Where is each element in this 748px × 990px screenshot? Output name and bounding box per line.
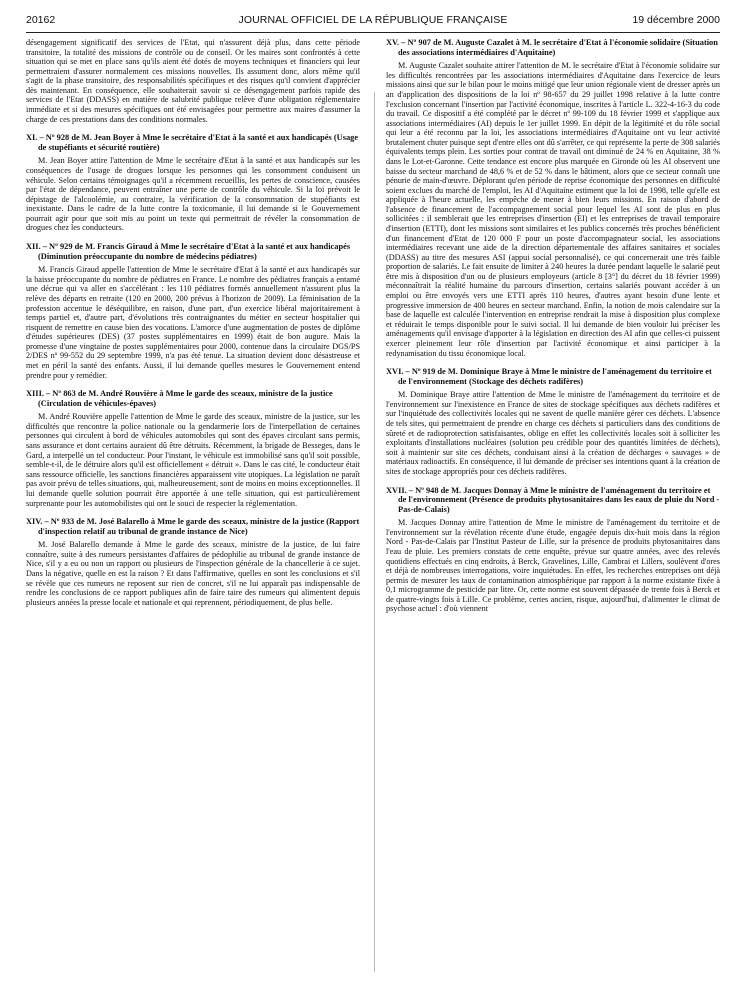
- question-body: M. José Balarello demande à Mme le garde des sceaux, ministre de la justice, de lui faire connaître, suite à des rumeurs persistantes d'affaires de pédophilie au tribunal de grande instance de Nice, s'il y a eu ou non un rapport ou plusieurs de l'inspection générale de la chancellerie à ce sujet. Dans la négative, quelle en est la raison ? Et dans l'affirmative, quelles en sont les conclusions et s'il se révèle que ces rumeurs ne reposent sur rien de concret, s'il ne lui apparaît pas indispensable de rendre les conclusions de ce rapport publiques afin de faire taire des rumeurs qui alimentent depuis plusieurs années la presse locale et nationale et qui reprennent, périodiquement, de plus belle.: [26, 540, 360, 607]
- question-heading: XVI. – Nº 919 de M. Dominique Braye à Mme le ministre de l'aménagement du territoire et de l'environnement (Stockage des déchets radifères): [386, 367, 712, 386]
- question-xv: [386, 38, 720, 358]
- question-xii: [26, 242, 360, 380]
- question-body: M. Dominique Braye attire l'attention de Mme le ministre de l'aménagement du territoire et de l'environnement sur l'inexistence en France de sites de stockage spécifiques aux déchets radifères et sur l'inquiétude des collectivités locales qui ne savent de quelle manière gérer ces déchets. L'absence de tels sites, qui permettraient de prendre en charge ces déchets si particuliers dans des conditions de sûreté et de radioprotection satisfaisantes, oblige en effet les collectivités locales soit à solliciter les exploitants d'installations nucléaires (solution peu crédible pour des quantités limitées de déchets), soit à maintenir sur site ces déchets, conduisant ainsi à la création de décharges « sauvages » de matériaux radioactifs. En conséquence, il lui demande de préciser ses intentions quant à la création de sites de stockage appropriés pour ces déchets radifères.: [386, 390, 720, 476]
- page-number: 20162: [26, 14, 56, 26]
- issue-date: 19 décembre 2000: [632, 14, 720, 26]
- question-body: M. Jacques Donnay attire l'attention de Mme le ministre de l'aménagement du territoire et de l'environnement sur la révélation récente d'une étude, engagée depuis dix-huit mois dans la région Nord - Pas-de-Calais par l'Institut Pasteur de Lille, sur la présence de produits phytosanitaires dans l'eau de pluie. Les premiers constats de cette enquête, prévue sur quatre années, avec des relevés quotidiens effectués en cinq endroits, à Berck, Gravelines, Lille, Cambrai et Lillers, soulèvent d'ores et déjà de nombreuses interrogations, voire inquiétudes. En effet, les recherches entreprises ont déjà permis de mesurer les taux de contamination atmosphérique par rapport à la norme existante fixée à 0,1 microgramme de pesticide par litre. Or, cette norme est souvent dépassée de trente fois à Berck et de quatre-vingts fois à Lille. Ce problème, certes ancien, risque, aujourd'hui, d'alimenter le climat de psychose actuel : d'où viennent: [386, 518, 720, 614]
- question-heading: XI. – Nº 928 de M. Jean Boyer à Mme le secrétaire d'Etat à la santé et aux handicapés (Usage de stupéfiants et sécurité routière): [26, 133, 359, 152]
- column-divider: [374, 92, 375, 972]
- question-body: M. Jean Boyer attire l'attention de Mme le secrétaire d'Etat à la santé et aux handicapés sur les conséquences de l'usage de drogues lorsque les personnes qui les consomment conduisent un véhicule. Selon certains témoignages qu'il a récemment recueillis, les pertes de conscience, causées par l'état de dépendance, peuvent entraîner une perte de contrôle du véhicule. Si la loi prévoit le dépistage de l'alcoolémie, au contraire, la vérification de la consommation de stupéfiants est inexistante. Dans le cadre de la lutte contre la toxicomanie, il lui demande si le Gouvernement pourrait agir pour que soit mis au point un texte qui permettrait de révéler la consommation de drogues chez les conducteurs.: [26, 156, 360, 233]
- question-xiii: [26, 389, 360, 508]
- question-xi: [26, 133, 360, 233]
- question-xvi: [386, 367, 720, 476]
- left-column: [26, 38, 360, 607]
- question-heading: XII. – Nº 929 de M. Francis Giraud à Mme le secrétaire d'Etat à la santé et aux handicapés (Diminution préoccupante du nombre de médecins pédiatres): [26, 242, 351, 261]
- question-body: M. André Rouvière appelle l'attention de Mme le garde des sceaux, ministre de la justice, sur les difficultés que rencontre la police nationale ou la gendarmerie lors de l'interpellation de certaines personnes qui circulent à bord de véhicules automobiles qui sont des épaves circulant sans permis, sans assurance et dont certains auraient dû être détruits. Récemment, la brigade de Besseges, dans le Gard, a interpellé un tel conducteur. Pour l'instant, le véhicule est immobilisé sans qu'il soit possible, semble-t-il, de le détruire alors qu'il est officiellement « détruit ». Dans le cas cité, le conducteur était sans ressource officielle, les sanctions financières apparaissent vite utopiques. La législation ne paraît pas avoir prévu de telles situations, qui, malheureusement, sont de moins en moins exceptionnelles. Il lui demande quelle solution pourrait être apportée à une telle situation, qui est particulièrement surprenante pour les automobilistes qui ont le souci de respecter la réglementation.: [26, 412, 360, 508]
- question-heading: XVII. – Nº 948 de M. Jacques Donnay à Mme le ministre de l'aménagement du territoire et de l'environnement (Présence de produits phytosanitaires dans les eaux de pluie du Nord - Pas-de-Calais): [386, 485, 720, 514]
- question-heading: XIII. – Nº 863 de M. André Rouvière à Mme le garde des sceaux, ministre de la justice (Circulation de véhicules-épaves): [26, 389, 333, 408]
- page-header: [26, 14, 720, 32]
- header-rule: [26, 32, 720, 33]
- question-heading: XV. – Nº 907 de M. Auguste Cazalet à M. le secrétaire d'Etat à l'économie solidaire (Situation des associations intermédiaires d'Aquitaine): [386, 38, 718, 57]
- right-column: [386, 38, 720, 614]
- question-body: M. Auguste Cazalet souhaite attirer l'attention de M. le secrétaire d'Etat à l'économie solidaire sur les difficultés rencontrées par les associations intermédiaires d'Aquitaine dans l'exercice de leurs missions ainsi que sur le bilan pour le moins mitigé que leur union régionale vient de dresser après un an d'application des dispositions de la loi nº 98-657 du 29 juillet 1998 relative à la lutte contre l'exclusion concernant l'insertion par l'activité économique, inscrites à l'article L. 322-4-16-3 du code du travail. Ce dispositif a été complété par le décret nº 99-109 du 18 février 1999 et s'applique aux associations intermédiaires (AI) depuis le 1er juillet 1999. En dépit de la légitimité et du rôle social qui leur a été reconnu par la loi, les associations intermédiaires d'Aquitaine ont vu leur activité brutalement chuter puisque sept d'entre elles ont dû s'arrêter, ce qui représente la perte de 308 salariés équivalents temps plein. Les sorties pour contrat de travail ont diminué de 24 % en Aquitaine, 38 % dans le Lot-et-Garonne. Cette tendance est encore plus marquée en Gironde où les AI observent une baisse du secteur marchand de 48,6 % et de 52 % dans le bâtiment, alors que ce secteur connaît une pénurie de main-d'œuvre. Déplorant qu'en période de reprise économique des personnes en difficulté soient exclues du marché de l'emploi, les AI d'Aquitaine estiment que la loi de 1998, telle qu'elle est appliquée à l'heure actuelle, les empêche de mener à bien leurs missions. En raison d'abord de l'absence de financement de l'accompagnement social pour lequel les AI sont de plus en plus sollicitées : il semblerait que les entreprises d'insertion (EI) et les entreprises de travail temporaire d'insertion (ETTI), dont les missions sont similaires et les publics concernés très proches bénéficient d'un financement d'Etat de 120 000 F pour un poste d'accompagnateur social, les associations intermédiaires recevant une aide de la direction départementale des affaires sanitaires et sociales (DDASS) au titre des mesures ASI (appui social personnalisé), ce qui concernerait une très faible proportion de salariés. Le fait ensuite de limiter à 240 heures la durée pendant laquelle le salarié peut être mis à disposition d'un ou de plusieurs employeurs (article 8 [3°] du décret du 18 février 1999) méconnaîtrait la réalité humaine du parcours d'insertion, certains salariés pouvant accéder à un emploi ou être envoyés vers une ETTI après 110 heures, d'autres ayant besoin d'une lente et progressive immersion de 400 heures en secteur marchand. Enfin, la notion de mois calendaire sur la base de laquelle est calculée l'intervention en entreprise rendrait la mise à disposition plus complexe et réduirait le temps disponible pour le suivi social. Il lui demande de bien vouloir lui préciser les aménagements qu'il envisage d'apporter à la législation en direction des AI afin que celles-ci puissent exercer pleinement leur rôle d'insertion par l'activité économique et ainsi participer à la redynamisation du tissu économique local.: [386, 61, 720, 358]
- question-heading: XIV. – Nº 933 de M. José Balarello à Mme le garde des sceaux, ministre de la justice (Rapport d'inspection relatif au tribunal de grande instance de Nice): [26, 517, 360, 536]
- question-body: M. Francis Giraud appelle l'attention de Mme le secrétaire d'Etat à la santé et aux handicapés sur la baisse préoccupante du nombre de pédiatres en France. Le nombre des pédiatres français a entamé une décrue qui va aller en s'accélérant : les 110 pédiatres formés annuellement n'assurent plus la relève des départs en retraite (120 en 2000, 200 prévus à l'horizon de 2009). La féminisation de la profession accentue le déséquilibre, en raison, d'une part, d'un exercice libéral majoritairement à temps partiel et, d'autre part, d'évolutions très contraignantes du métier en secteur hospitalier qui risquent de remettre en cause bien des vocations. L'amorce d'une augmentation de postes de diplôme d'études supérieures (DES) (37 postes supplémentaires en 1999) était de bon augure. Mais la promesse d'une vingtaine de postes supplémentaires pour 2000, contenue dans la circulaire DGS/PS 2/DES nº 99-552 du 29 septembre 1999, n'a pas été tenue. La situation devient donc désastreuse et met en péril la santé des enfants. Aussi, il lui demande quelles mesures le Gouvernement entend prendre pour y remédier.: [26, 265, 360, 380]
- journal-title: JOURNAL OFFICIEL DE LA RÉPUBLIQUE FRANÇAISE: [238, 14, 508, 26]
- question-xvii: [386, 486, 720, 615]
- question-xiv: [26, 517, 360, 607]
- continuation-paragraph: désengagement significatif des services de l'Etat, qui n'assurent déjà plus, dans cette période transitoire, la totalité des missions de contrôle ou de conseil. Or les maires sont confrontés à cette situation qui se met en place sans qu'ils aient été dotés de moyens techniques et financiers qui leur permettraient d'assurer normalement ces missions nouvelles. Ils assument donc, alors même qu'il s'agit de la phase transitoire, des responsabilités spécifiques et des risques qu'il convient d'apprécier dès maintenant. En conséquence, elle souhaiterait savoir si ce désengagement parfois rapide des services de l'Etat (DDASS) en matière de salubrité publique relève d'une obligation réglementaire immédiate et si des mesures spécifiques ont été envisagées pour permettre aux maires d'assumer la charge de ces prestations dans des conditions normales.: [26, 38, 360, 124]
